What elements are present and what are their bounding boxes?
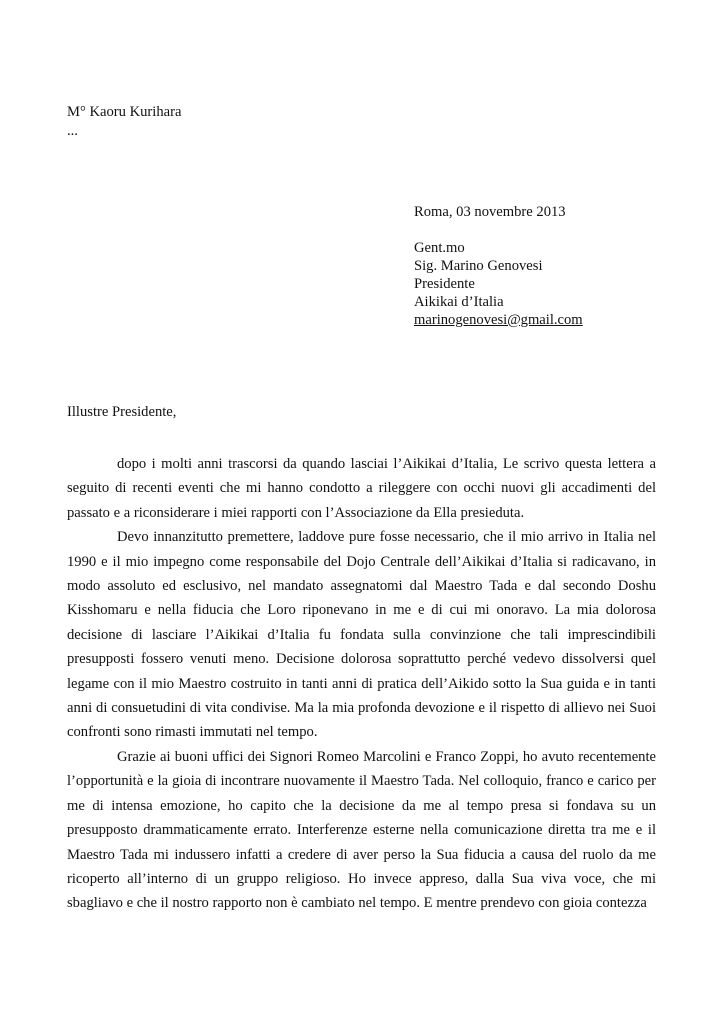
body-paragraph: Grazie ai buoni uffici dei Signori Romeo Marcolini e Franco Zoppi, ho avuto recentemente l’opportunità e la gioia di incontrare nuovamente il Maestro Tada. Nel colloquio, franco e carico per me di intensa emozione, ho capito che la decisione da me al tempo presa si fondava su un presupposto drammaticamente errato. Interferenze esterne nella comunicazione diretta tra me e il Maestro Tada mi indussero infatti a credere di aver perso la Sua fiducia a causa del ruolo da me ricoperto all’interno di un gruppo religioso. Ho invece appreso, dalla Sua viva voce, che mi sbagliavo e che il nostro rapporto non è cambiato nel tempo. E mentre prendevo con gioia contezza [67,748,656,912]
recipient-title: Gent.mo [414,240,465,256]
letter-body [67,452,656,916]
recipient-organization: Aikikai d’Italia [414,294,504,310]
sender-name: M° Kaoru Kurihara [67,104,182,120]
recipient-block [414,239,583,329]
sender-address-ellipsis: ... [67,123,78,139]
body-paragraph: Devo innanzitutto premettere, laddove pure fosse necessario, che il mio arrivo in Italia nel 1990 e il mio impegno come responsabile del Dojo Centrale dell’Aikikai d’Italia si radicavano, in modo assoluto ed esclusivo, nel mandato assegnatomi dal Maestro Tada e dal secondo Doshu Kisshomaru e nella fiducia che Loro riponevano in me e di cui mi onoravo. La mia dolorosa decisione di lasciare l’Aikikai d’Italia fu fondata sulla convinzione che tali imprescindibili presupposti fossero venuti meno. Decisione dolorosa soprattutto perché vedevo dissolversi quel legame con il mio Maestro costruito in tanti anni di pratica dell’Aikido sotto la Sua guida e in tanti anni di consuetudini di vita condivise. Ma la mia profonda devozione e il rispetto di allievo nei Suoi confronti sono rimasti immutati nel tempo. [67,529,656,741]
salutation: Illustre Presidente, [67,404,177,420]
recipient-email-link[interactable]: marinogenovesi@gmail.com [414,312,583,328]
letter-date: Roma, 03 novembre 2013 [414,204,566,220]
body-paragraph: dopo i molti anni trascorsi da quando lasciai l’Aikikai d’Italia, Le scrivo questa lettera a seguito di recenti eventi che mi hanno condotto a rileggere con occhi nuovi gli accadimenti del passato e a riconsiderare i miei rapporti con l’Associazione da Ella presieduta. [67,456,656,521]
sender-block [67,103,181,141]
recipient-role: Presidente [414,276,475,292]
recipient-name: Sig. Marino Genovesi [414,258,543,274]
